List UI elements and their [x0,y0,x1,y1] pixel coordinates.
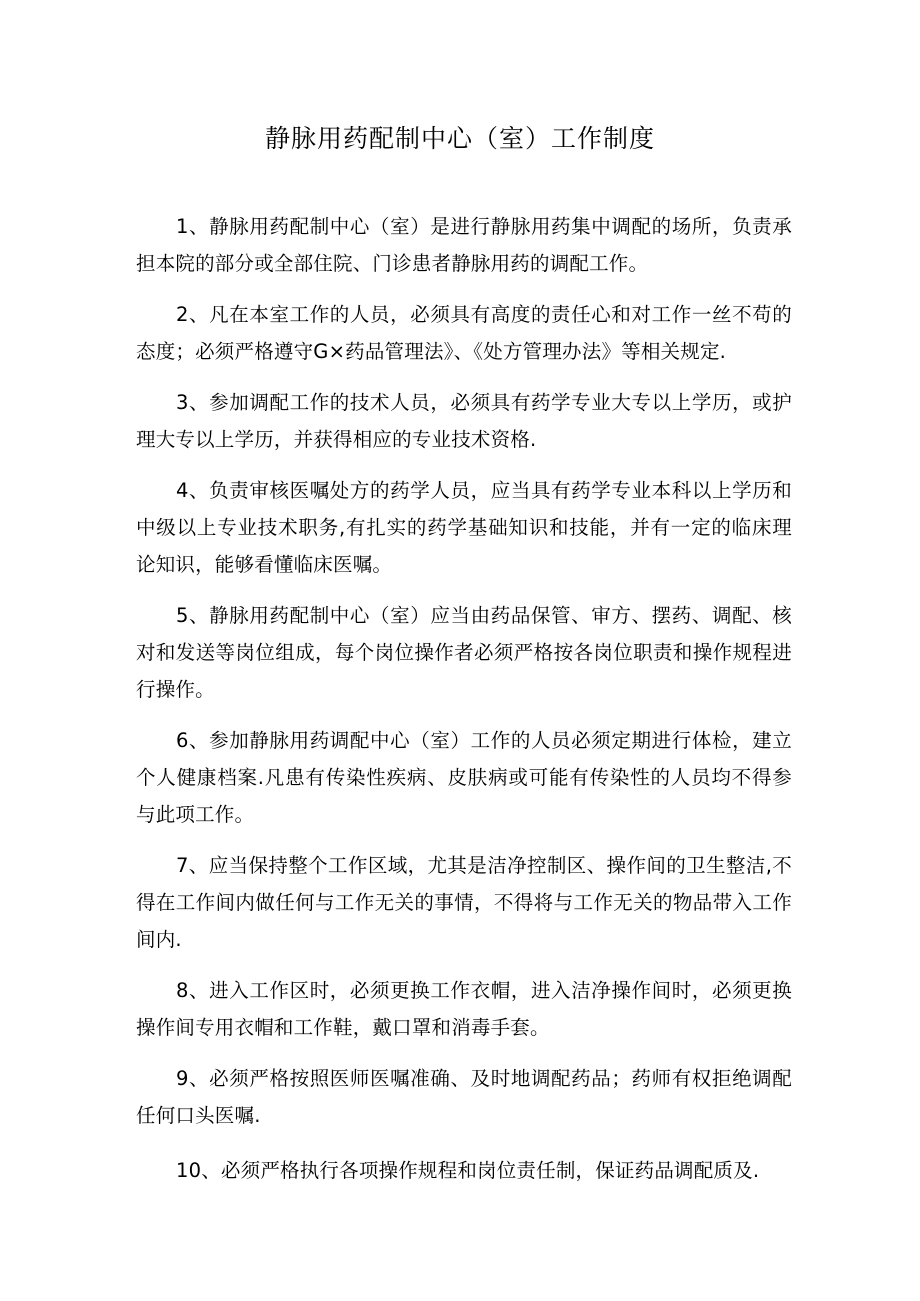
rule-item-2: 2、凡在本室工作的人员，必须具有高度的责任心和对工作一丝不苟的态度；必须严格遵守G×药品管理法》、《处方管理办法》等相关规定. [136,303,792,363]
rules-list [136,208,792,1203]
rule-item-6: 6、参加静脉用药调配中心（室）工作的人员必须定期进行体检，建立个人健康档案.凡患有传染性疾病、皮肤病或可能有传染性的人员均不得参与此项工作。 [136,729,792,826]
rule-item-4: 4、负责审核医嘱处方的药学人员，应当具有药学专业本科以上学历和中级以上专业技术职务,有扎实的药学基础知识和技能，并有一定的临床理论知识，能够看懂临床医嘱。 [136,479,792,576]
rule-item-5: 5、静脉用药配制中心（室）应当由药品保管、审方、摆药、调配、核对和发送等岗位组成，每个岗位操作者必须严格按各岗位职责和操作规程进行操作。 [136,604,792,701]
rule-item-8: 8、进入工作区时，必须更换工作衣帽，进入洁净操作间时，必须更换操作间专用衣帽和工作鞋，戴口罩和消毒手套。 [136,979,792,1039]
rule-item-7: 7、应当保持整个工作区域，尤其是洁净控制区、操作间的卫生整洁,不得在工作间内做任何与工作无关的事情，不得将与工作无关的物品带入工作间内. [136,854,792,951]
rule-item-9: 9、必须严格按照医师医嘱准确、及时地调配药品；药师有权拒绝调配任何口头医嘱. [136,1067,792,1127]
rule-item-3: 3、参加调配工作的技术人员，必须具有药学专业大专以上学历，或护理大专以上学历，并获得相应的专业技术资格. [136,391,792,451]
rule-item-10: 10、必须严格执行各项操作规程和岗位责任制，保证药品调配质及. [176,1159,760,1182]
document-title: 静脉用药配制中心（室）工作制度 [264,124,655,153]
rule-item-1: 1、静脉用药配制中心（室）是进行静脉用药集中调配的场所，负责承担本院的部分或全部住院、门诊患者静脉用药的调配工作。 [136,215,792,275]
